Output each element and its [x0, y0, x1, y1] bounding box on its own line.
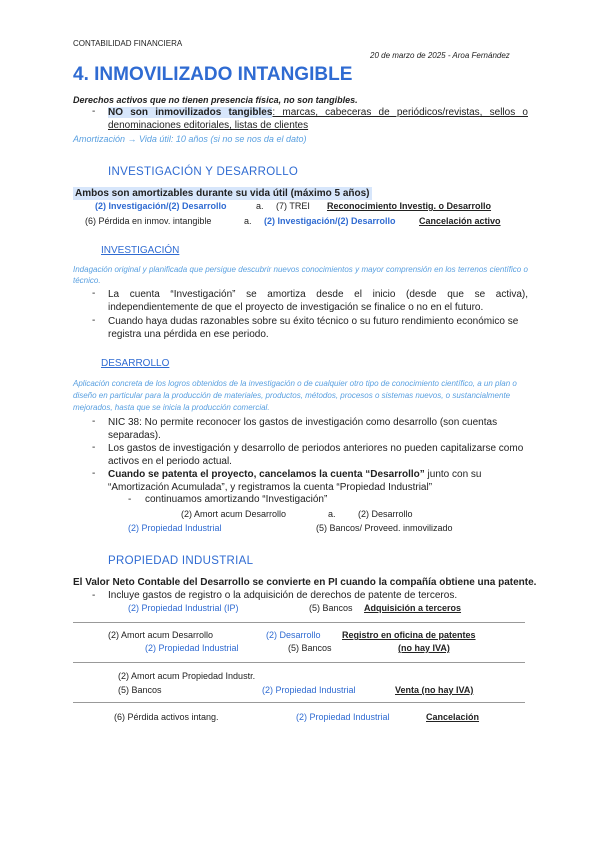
date-author: 20 de marzo de 2025 - Aroa Fernández [370, 51, 510, 60]
desarrollo-bullet-3-bold: Cuando se patenta el proyecto, cancelamos la cuenta “Desarrollo” [108, 469, 425, 480]
pi-e2-r1: (2) Desarrollo [266, 630, 321, 640]
desarrollo-bullet-3-rest: junto con su “Amortización Acumulada”, y registramos la cuenta “Propiedad Industrial” [108, 469, 482, 493]
pi-bullet: Incluye gastos de registro o la adquisición de derechos de patente de terceros. [108, 590, 458, 601]
id-row1-note: Reconocimiento Investig. o Desarrollo [327, 201, 492, 211]
desarrollo-definition: Aplicación concreta de los logros obtenidos de la investigación o de cualquier otro tipo de conocimiento científico, a un plan o diseño en particular para la producción de materiales, productos, métodos, procesos o sistemas nuevos, o sustancialmente mejorados, hasta que se inicia la producción comercial. [73, 379, 517, 412]
bullet-dash: - [92, 315, 96, 326]
id-row2-note: Cancelación activo [419, 216, 501, 226]
pi-e2-r2: (5) Bancos [288, 643, 332, 653]
id-highlight: Ambos son amortizables durante su vida útil (máximo 5 años) [75, 188, 370, 199]
intro-bullet-rest: : marcas, cabeceras de periódicos/revistas, sellos o denominaciones editoriales, listas de clientes [108, 107, 528, 131]
id-row1-sep: a. [256, 201, 264, 211]
investigacion-definition: Indagación original y planificada que persigue descubrir nuevos conocimientos y mayor comprensión en los terrenos científico o técnico. [73, 265, 528, 285]
pi-e4-left: (6) Pérdida activos intang. [114, 712, 219, 722]
pi-e3-r2: (2) Propiedad Industrial [262, 685, 356, 695]
desarrollo-bullet-2: Los gastos de investigación y desarrollo de periodos anteriores no pueden capitalizarse como activos en el periodo actual. [108, 443, 524, 467]
des-entry-row2-left: (2) Propiedad Industrial [128, 523, 222, 533]
subject-label: CONTABILIDAD FINANCIERA [73, 39, 183, 48]
pi-e2-l2: (2) Propiedad Industrial [145, 643, 239, 653]
pi-statement: El Valor Neto Contable del Desarrollo se convierte en PI cuando la compañía obtiene una patente. [73, 577, 537, 588]
sub-bullet-dash: - [128, 494, 132, 505]
bullet-dash: - [92, 106, 96, 117]
pi-e1-note: Adquisición a terceros [364, 603, 462, 613]
section-heading-id: INVESTIGACIÓN Y DESARROLLO [108, 166, 299, 178]
pi-e3-l2: (5) Bancos [118, 685, 162, 695]
intro-definition: Derechos activos que no tienen presencia física, no son tangibles. [73, 95, 358, 105]
pi-e3-note: Venta (no hay IVA) [395, 685, 474, 695]
section-heading-desarrollo: DESARROLLO [101, 358, 170, 369]
investigacion-bullet-2: Cuando haya dudas razonables sobre su éxito técnico o su futuro rendimiento económico se registra una pérdida en ese periodo. [108, 316, 519, 340]
intro-bullet-bold: NO son inmovilizados tangibles [108, 107, 273, 118]
pi-e2-note1: Registro en oficina de patentes [342, 630, 476, 640]
bullet-dash: - [92, 416, 96, 427]
divider [73, 622, 525, 623]
section-heading-pi: PROPIEDAD INDUSTRIAL [108, 555, 254, 567]
bullet-dash: - [92, 442, 96, 453]
pi-e2-l1: (2) Amort acum Desarrollo [108, 630, 214, 640]
id-row1-right: (7) TREI [276, 201, 310, 211]
desarrollo-sub-bullet: continuamos amortizando “Investigación” [145, 494, 328, 505]
desarrollo-bullet-3 [108, 468, 528, 494]
intro-bullet [108, 106, 528, 132]
amortization-note: Amortización → Vida útil: 10 años (si no se nos da el dato) [73, 134, 307, 144]
page-title: 4. INMOVILIZADO INTANGIBLE [73, 64, 353, 85]
section-heading-investigacion: INVESTIGACIÓN [101, 245, 180, 256]
bullet-dash: - [92, 468, 96, 479]
des-entry-row1-sep: a. [328, 509, 336, 519]
pi-e2-note2: (no hay IVA) [398, 643, 450, 653]
pi-e1-right: (5) Bancos [309, 603, 353, 613]
bullet-dash: - [92, 590, 96, 601]
id-row2-sep: a. [244, 216, 252, 226]
id-row2-left: (6) Pérdida en inmov. intangible [85, 216, 212, 226]
des-entry-row1-left: (2) Amort acum Desarrollo [181, 509, 287, 519]
pi-e1-left: (2) Propiedad Industrial (IP) [128, 603, 239, 613]
id-row2-right: (2) Investigación/(2) Desarrollo [264, 216, 396, 226]
pi-e4-right: (2) Propiedad Industrial [296, 712, 390, 722]
desarrollo-bullet-1: NIC 38: No permite reconocer los gastos de investigación como desarrollo (son cuentas separadas). [108, 417, 498, 441]
des-entry-row1-right: (2) Desarrollo [358, 509, 413, 519]
id-row1-left: (2) Investigación/(2) Desarrollo [95, 201, 227, 211]
divider [73, 662, 525, 663]
pi-e4-note: Cancelación [426, 712, 480, 722]
pi-e3-l1: (2) Amort acum Propiedad Industr. [118, 671, 256, 681]
divider [73, 702, 525, 703]
investigacion-bullet-1: La cuenta “Investigación” se amortiza desde el inicio (desde que se activa), independientemente de que el proyecto de investigación se finalice o no en el futuro. [108, 289, 528, 313]
bullet-dash: - [92, 288, 96, 299]
des-entry-row2-right: (5) Bancos/ Proveed. inmovilizado [316, 523, 453, 533]
